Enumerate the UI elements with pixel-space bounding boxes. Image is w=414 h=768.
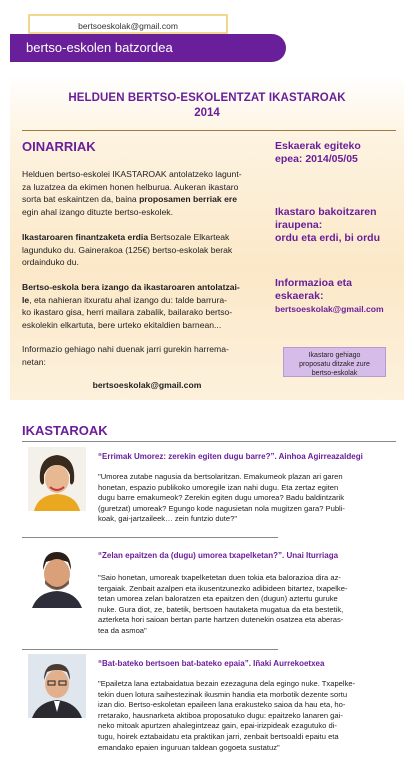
text-line: ordu eta erdi, bi ordu — [275, 232, 381, 244]
text-line: "Umorea zutabe nagusia da bertsolaritzan. Emakumeok plazan ari garen — [98, 472, 343, 481]
paragraph-contact — [22, 343, 272, 368]
text-line — [22, 281, 272, 294]
page-title: HELDUEN BERTSO-ESKOLENTZAT IKASTAROAK — [68, 92, 346, 104]
section-heading-ikastaroak: IKASTAROAK — [22, 423, 108, 438]
section-heading-oinarriak: OINARRIAK — [22, 139, 96, 154]
text-line: tergaiak. Zenbait azalpen eta ikusentzunezko adibideen bitartez, txapelke- — [98, 583, 348, 593]
text-line: honetan, espazio publikoko umoregile izan nahi dugu. Eta zertaz egiten — [98, 482, 339, 492]
text-line: ko ikastaro gisa, herri mailara zabalik, bailarako bertso- — [22, 307, 233, 318]
text-line: Informazio gehiago nahi duenak jarri gurekin harrema- — [22, 344, 229, 354]
text-line: "Saio honetan, umoreak txapelketetan duen tokia eta balorazioa dira az- — [98, 573, 341, 582]
text-line: tea da asmoa" — [98, 625, 147, 635]
paragraph-financing — [22, 231, 272, 269]
paragraph-intro — [22, 168, 272, 218]
avatar-course-1 — [28, 447, 86, 516]
text-line: Informazioa eta — [275, 277, 353, 289]
text-line: "Epailetza lana eztabaidatua bezain ezezaguna dela egingo nuke. Txapelke- — [98, 679, 356, 688]
course-duration — [275, 206, 380, 245]
course-1-description — [98, 472, 404, 525]
avatar-course-2 — [28, 544, 86, 613]
text-bold: Ikastaroaren finantzaketa erdia — [22, 232, 149, 242]
course-2-description — [98, 573, 404, 637]
text-line: netan: — [22, 356, 46, 367]
text-bold: Bertso-eskola bera izango da ikastaroaren antolatzai- — [22, 282, 240, 292]
text-line: bertso-eskolak — [311, 370, 358, 377]
text-line: emandako epaien inguruan taldean gogoeta sustatuz" — [98, 742, 280, 752]
course-3-title: “Bat-bateko bertsoen bat-bateko epaia”. Iñaki Aurrekoetxea — [98, 659, 325, 668]
text-line: Eskaerak egiteko — [275, 140, 361, 152]
text-span: sorta bat eskaintzen da, baina — [22, 194, 140, 205]
course-2-title: “Zelan epaitzen da (dugu) umorea txapelketan?”. Unai Iturriaga — [98, 551, 339, 560]
course-3-description — [98, 679, 404, 753]
info-requests — [275, 277, 384, 316]
text-line: rretarako, hausnarketa aktiboa proposatuko dugu: epaitzeko lanaren gai- — [98, 710, 343, 720]
text-line: egin ahal izango dituzte bertso-eskolek. — [22, 206, 173, 217]
course-1-title: “Errimak Umorez: zerekin egiten dugu barre?”. Ainhoa Agirreazaldegi — [98, 452, 363, 461]
text-line: eskolekin elkartuta, bere urteko ekitaldien barnean... — [22, 319, 222, 330]
page-year: 2014 — [194, 107, 220, 119]
text-line: tetan umorea zelan baloratzen eta epaitzen den (dugun) aztertu guruke — [98, 594, 338, 604]
text-line: eskaerak: — [275, 290, 324, 302]
text-line: lagunduko du. Gainerakoa (125€) bertso-eskolak berak — [22, 244, 233, 255]
text-line: neko mitoak apurtzen ahalegintzeaz gain, epai-irizpideak ezagutuko di- — [98, 721, 337, 731]
info-email-link[interactable]: bertsoeskolak@gmail.com — [275, 304, 384, 314]
header-email[interactable]: bertsoeskolak@gmail.com — [28, 14, 228, 34]
text-span: Bertsozale Elkarteak — [148, 232, 230, 242]
text-bold: le — [22, 294, 30, 305]
text-line: Ikastaro gehiago — [308, 352, 361, 359]
contact-email-link[interactable]: bertsoeskolak@gmail.com — [92, 380, 202, 390]
text-line: za luzatzea da ekimen honen helburua. Aukeran ikastaro — [22, 181, 239, 192]
text-line: izan dio. Bertso-eskoletan epaileen lana erakusteko saioa da hau eta, ho- — [98, 700, 346, 710]
divider — [22, 537, 278, 538]
text-line: Ikastaro bakoitzaren — [275, 206, 377, 218]
text-span: , eta nahieran itxuratu ahal izango du: talde barrura- — [29, 294, 227, 305]
text-line: epea: 2014/05/05 — [275, 153, 358, 165]
paragraph-organizer — [22, 281, 272, 331]
text-line: proposatu ditzake zure — [299, 361, 370, 368]
divider — [22, 441, 396, 442]
text-line: tekin duen lotura saihestezinak ikusmin handia eta morbotik dezente sortu — [98, 689, 348, 699]
person-icon — [28, 654, 86, 718]
text-line: iraupena: — [275, 219, 323, 231]
text-line — [22, 193, 272, 206]
text-bold: proposamen berriak ere — [139, 194, 237, 205]
text-line: tugu, hoirek eztabaidatu eta praktikan jarri, zenbait bertsoaldi epaitu eta — [98, 731, 339, 741]
text-line: (guretzat) umoreak? Egungo kode nagusietan nola mugitzen gara? Publi- — [98, 503, 345, 513]
text-line — [22, 294, 272, 307]
text-line: ordainduko du. — [22, 257, 79, 268]
propose-courses-button[interactable] — [283, 347, 386, 377]
text-line: Helduen bertso-eskolei IKASTAROAK antolatzeko lagunt- — [22, 169, 242, 179]
avatar-course-3 — [28, 654, 86, 723]
org-banner: bertso-eskolen batzordea — [10, 34, 286, 62]
divider — [22, 130, 396, 131]
requests-deadline — [275, 140, 361, 166]
person-icon — [28, 447, 86, 511]
text-line: koak, gai-jartzaileek… zein funtzio dute?" — [98, 514, 238, 524]
text-line — [22, 231, 272, 244]
text-line: azterketa hori saioan bertan parte hartzen dutenekin osatzea eta aberas- — [98, 615, 344, 625]
person-icon — [28, 544, 86, 608]
text-line: nuke. Gura diot, ze, batetik, bertsoen hautaketa mugatua da eta bestetik, — [98, 604, 344, 614]
text-line: dugu barre emakumeok? Zerekin egiten dugu umorea? Badu baldintzarik — [98, 493, 345, 503]
divider — [22, 649, 278, 650]
